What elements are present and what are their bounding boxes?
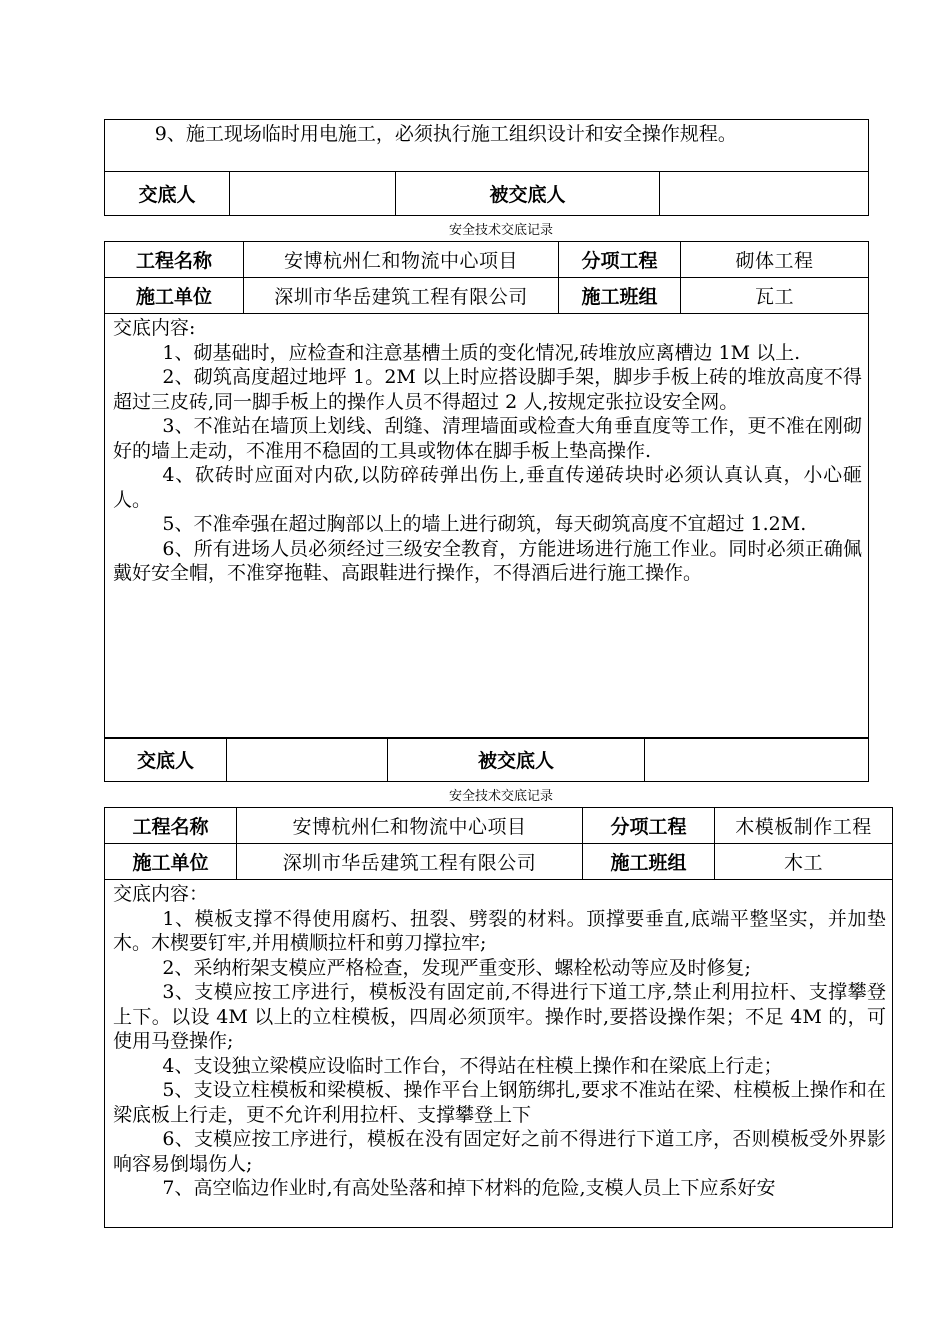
team-label: 施工班组	[583, 844, 715, 880]
recipient-label: 被交底人	[388, 738, 645, 782]
team-value: 木工	[715, 844, 893, 880]
content-item: 7、高空临边作业时,有高处坠落和掉下材料的危险,支模人员上下应系好安	[162, 1177, 776, 1199]
content-item: 1、模板支撑不得使用腐朽、扭裂、劈裂的材料。顶撑要垂直,底端平整坚实，并加垫木。木楔要钉牢,并用横顺拉杆和剪刀撑拉牢;	[113, 907, 886, 954]
construction-unit-value: 深圳市华岳建筑工程有限公司	[237, 844, 583, 880]
content-heading: 交底内容:	[113, 317, 196, 339]
section3-caption: 安全技术交底记录	[448, 789, 553, 804]
discloser-label: 交底人	[105, 172, 230, 216]
subproject-label: 分项工程	[559, 242, 681, 278]
content-heading: 交底内容：	[113, 883, 209, 905]
section1-table	[104, 119, 869, 216]
recipient-signature-field[interactable]	[660, 172, 869, 216]
content-item: 1、砌基础时，应检查和注意基槽土质的变化情况,砖堆放应离槽边 1M 以上.	[162, 341, 801, 364]
section1-item-9: 9、施工现场临时用电施工，必须执行施工组织设计和安全操作规程。	[105, 120, 869, 172]
content-item: 4、支设独立梁模应设临时工作台，不得站在柱模上操作和在梁底上行走；	[162, 1054, 783, 1077]
construction-unit-label: 施工单位	[105, 278, 244, 314]
content-item: 5、支设立柱模板和梁模板、操作平台上钢筋绑扎,要求不准站在梁、柱模板上操作和在梁底板上行走，更不允许利用拉杆、支撑攀登上下	[113, 1079, 886, 1126]
content-item: 3、不准站在墙顶上划线、刮缝、清理墙面或检查大角垂直度等工作，更不准在刚砌好的墙上走动，不准用不稳固的工具或物体在脚手板上垫高操作.	[113, 415, 862, 462]
content-item: 3、支模应按工序进行，模板没有固定前,不得进行下道工序,禁止利用拉杆、支撑攀登上下。以设 4M 以上的立柱模板，四周必须顶牢。操作时,要搭设操作架；不足 4M 的，可使用马登操作;	[113, 981, 886, 1052]
content-item: 2、采纳桁架支模应严格检查，发现严重变形、螺栓松动等应及时修复;	[162, 956, 751, 979]
content-item: 2、砌筑高度超过地坪 1。2M 以上时应搭设脚手架，脚步手板上砖的堆放高度不得超过三皮砖,同一脚手板上的操作人员不得超过 2 人,按规定张拉设安全网。	[113, 366, 862, 413]
content-item: 6、所有进场人员必须经过三级安全教育，方能进场进行施工作业。同时必须正确佩戴好安全帽，不准穿拖鞋、高跟鞋进行操作，不得酒后进行施工操作。	[113, 537, 862, 584]
section3-content	[105, 880, 893, 1228]
content-item: 6、支模应按工序进行，模板在没有固定好之前不得进行下道工序，否则模板受外界影响容易倒塌伤人;	[113, 1128, 886, 1175]
section2-signature-table	[104, 737, 869, 782]
recipient-signature-field[interactable]	[645, 738, 869, 782]
project-name-value: 安博杭州仁和物流中心项目	[244, 242, 559, 278]
discloser-signature-field[interactable]	[230, 172, 396, 216]
construction-unit-value: 深圳市华岳建筑工程有限公司	[244, 278, 559, 314]
content-item: 4、砍砖时应面对内砍,以防碎砖弹出伤上,垂直传递砖块时必须认真认真，小心砸人。	[113, 464, 862, 511]
project-name-value: 安博杭州仁和物流中心项目	[237, 808, 583, 844]
content-item: 5、不准牵强在超过胸部以上的墙上进行砌筑，每天砌筑高度不宜超过 1.2M.	[162, 513, 807, 535]
subproject-label: 分项工程	[583, 808, 715, 844]
section2-content	[105, 314, 869, 739]
recipient-label: 被交底人	[396, 172, 660, 216]
section2-caption: 安全技术交底记录	[448, 223, 553, 238]
project-name-label: 工程名称	[105, 242, 244, 278]
team-value: 瓦工	[681, 278, 869, 314]
team-label: 施工班组	[559, 278, 681, 314]
discloser-label: 交底人	[105, 738, 227, 782]
section2-table	[104, 241, 869, 739]
section3-table	[104, 807, 893, 1228]
subproject-value: 木模板制作工程	[715, 808, 893, 844]
subproject-value: 砌体工程	[681, 242, 869, 278]
project-name-label: 工程名称	[105, 808, 237, 844]
discloser-signature-field[interactable]	[227, 738, 388, 782]
construction-unit-label: 施工单位	[105, 844, 237, 880]
